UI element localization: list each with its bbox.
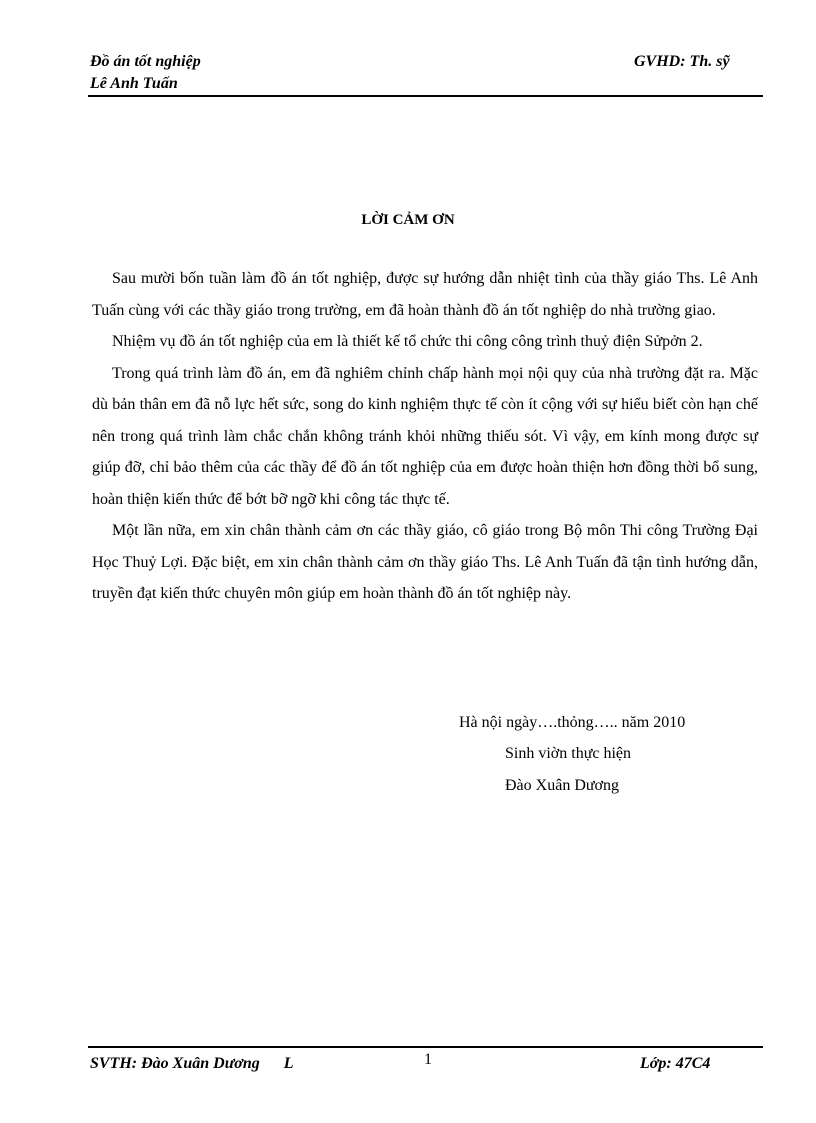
page-header-left <box>90 51 201 95</box>
header-author: Lê Anh Tuấn <box>90 75 178 92</box>
footer-class: Lớp: 47C4 <box>640 1055 711 1072</box>
header-supervisor: GVHD: Th. sỹ <box>634 53 730 70</box>
paragraph-4: Một lần nữa, em xin chân thành cảm ơn các thầy giáo, cô giáo trong Bộ môn Thi công Trường Đại Học Thuỷ Lợi. Đặc biệt, em xin chân thành cảm ơn thầy giáo Ths. Lê Anh Tuấn đã tận tình hướng dẫn, truyền đạt kiến thức chuyên môn giúp em hoàn thành đồ án tốt nghiệp này. <box>92 522 758 602</box>
signature-role: Sinh viờn thực hiện <box>505 745 632 762</box>
page-title: LỜI CẢM ƠN <box>361 212 455 228</box>
signature-name: Đào Xuân Dương <box>505 777 619 794</box>
paragraph-1: Sau mười bốn tuần làm đồ án tốt nghiệp, được sự hướng dẫn nhiệt tình của thầy giáo Ths. Lê Anh Tuấn cùng với các thầy giáo trong trường, em đã hoàn thành đồ án tốt nghiệp do nhà trường giao. <box>92 270 758 319</box>
paragraph-2: Nhiệm vụ đồ án tốt nghiệp của em là thiết kế tổ chức thi công công trình thuỷ điện Sửpởn 2. <box>112 333 703 350</box>
body-text <box>92 263 758 610</box>
paragraph-3: Trong quá trình làm đồ án, em đã nghiêm chỉnh chấp hành mọi nội quy của nhà trường đặt ra. Mặc dù bản thân em đã nỗ lực hết sức, song do kinh nghiệm thực tế còn ít cộng với sự hiểu biết còn hạn chế nên trong quá trình làm chắc chắn không tránh khỏi những thiếu sót. Vì vậy, em kính mong được sự giúp đỡ, chỉ bảo thêm của các thầy để đồ án tốt nghiệp của em được hoàn thiện hơn đồng thời bổ sung, hoàn thiện kiến thức để bớt bỡ ngỡ khi công tác thực tế. <box>92 364 758 508</box>
header-rule <box>88 95 763 97</box>
footer-student: SVTH: Đào Xuân Dương L <box>90 1055 294 1072</box>
footer-page-number: 1 <box>424 1051 432 1068</box>
footer-rule <box>88 1046 763 1048</box>
header-doc-type: Đồ án tốt nghiệp <box>90 53 201 70</box>
signature-date: Hà nội ngày….thỏng….. năm 2010 <box>459 714 686 731</box>
